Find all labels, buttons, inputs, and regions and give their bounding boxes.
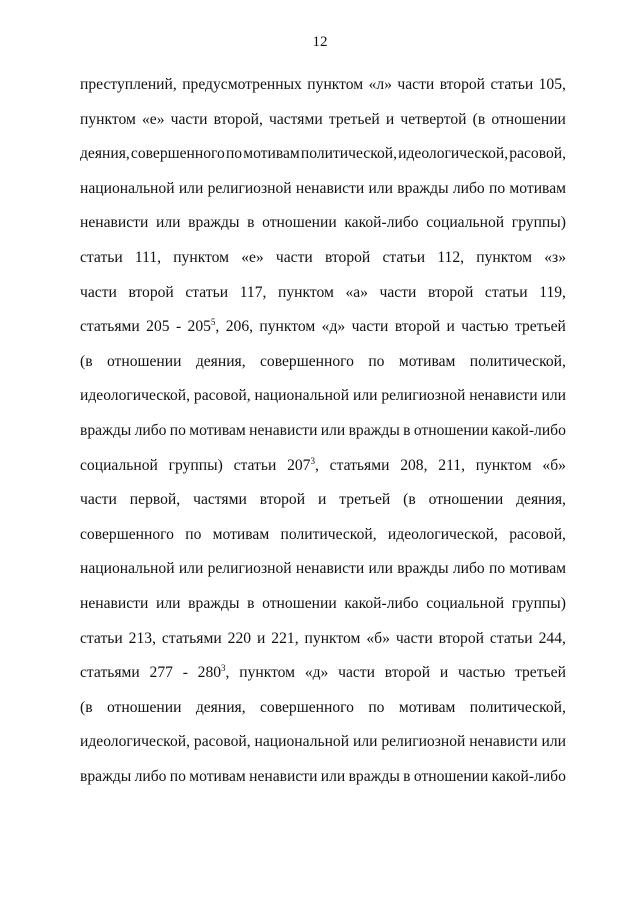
word: статьи bbox=[484, 283, 528, 301]
word: или bbox=[541, 387, 566, 405]
word: отношении bbox=[106, 352, 182, 370]
text-line bbox=[80, 552, 566, 587]
word: группы) bbox=[168, 456, 223, 474]
word: или bbox=[178, 560, 204, 578]
word: расовой, bbox=[509, 145, 566, 163]
word: статьи bbox=[80, 248, 123, 266]
word: второй bbox=[394, 318, 441, 336]
word: пунктом bbox=[304, 629, 361, 647]
word: вражды bbox=[188, 214, 240, 232]
word: деяния, bbox=[516, 491, 566, 509]
word: по bbox=[225, 145, 243, 163]
text-line bbox=[80, 691, 566, 726]
word: совершенного bbox=[130, 145, 225, 163]
word: статьями bbox=[80, 318, 140, 336]
word: политической, bbox=[300, 145, 398, 163]
word: части bbox=[379, 283, 417, 301]
word: религиозной bbox=[381, 733, 466, 751]
word: «л» bbox=[368, 76, 392, 93]
word: или bbox=[352, 733, 378, 751]
word: или bbox=[320, 421, 346, 439]
text-line bbox=[80, 103, 566, 138]
word: второй, bbox=[213, 110, 263, 128]
word: или bbox=[178, 179, 204, 197]
text-line bbox=[80, 760, 566, 795]
text-line bbox=[80, 345, 566, 380]
word: - bbox=[175, 318, 182, 336]
word: религиозной bbox=[381, 387, 466, 405]
word: 213, bbox=[128, 629, 156, 647]
word: вражды bbox=[397, 560, 449, 578]
superscript: 3 bbox=[310, 455, 315, 466]
word: 244, bbox=[538, 629, 566, 647]
word: вражды bbox=[348, 767, 400, 785]
word: социальной bbox=[426, 214, 505, 232]
word: или bbox=[320, 767, 346, 785]
word: второй bbox=[384, 664, 431, 682]
word: и bbox=[446, 318, 455, 336]
word: или bbox=[156, 594, 181, 612]
word: 211, bbox=[438, 456, 465, 474]
word: отношении bbox=[428, 491, 504, 509]
word: либо bbox=[452, 560, 485, 578]
word: идеологической, bbox=[398, 145, 509, 163]
word: «з» bbox=[544, 248, 566, 266]
text-line bbox=[80, 622, 566, 657]
word: части bbox=[170, 110, 208, 128]
text-line bbox=[80, 206, 566, 241]
word: третьей bbox=[328, 110, 380, 128]
word: 277 bbox=[149, 664, 173, 682]
text-line bbox=[80, 518, 566, 553]
word: части bbox=[80, 283, 117, 301]
word: вражды bbox=[80, 767, 132, 785]
word: - bbox=[182, 664, 188, 682]
word: в bbox=[403, 767, 411, 785]
text-line bbox=[80, 656, 566, 691]
word: пунктом bbox=[173, 248, 230, 266]
word: отношении bbox=[413, 767, 489, 785]
text-line bbox=[80, 449, 566, 484]
word: статьи bbox=[233, 456, 277, 474]
word: по bbox=[488, 560, 506, 578]
word: совершенного bbox=[260, 352, 354, 370]
word: второй bbox=[259, 491, 306, 509]
word: политической, bbox=[469, 352, 566, 370]
word: статьи bbox=[185, 283, 229, 301]
word: группы) bbox=[511, 594, 566, 612]
word: социальной bbox=[80, 456, 158, 474]
word: первой, bbox=[129, 491, 181, 509]
word: 112, bbox=[437, 248, 465, 266]
word: совершенного bbox=[260, 698, 354, 716]
word: национальной bbox=[254, 387, 350, 405]
word: части bbox=[338, 664, 375, 682]
word: второй bbox=[438, 629, 484, 647]
word: национальной bbox=[254, 733, 350, 751]
word: деяния, bbox=[195, 352, 246, 370]
word: по bbox=[368, 352, 385, 370]
word: отношении bbox=[262, 214, 337, 232]
word: мотивам bbox=[212, 525, 270, 543]
text-line bbox=[80, 137, 566, 172]
word: или bbox=[541, 733, 566, 751]
text-line bbox=[80, 241, 566, 276]
word: или bbox=[368, 560, 393, 578]
word: группы) bbox=[511, 214, 566, 232]
text-line bbox=[80, 68, 566, 103]
word: 220 bbox=[227, 629, 252, 647]
word: какой-либо bbox=[344, 214, 419, 232]
word: национальной bbox=[80, 179, 175, 197]
word: частью bbox=[457, 664, 506, 682]
word: частями bbox=[269, 110, 323, 128]
word: либо bbox=[134, 767, 167, 785]
word: национальной bbox=[80, 560, 175, 578]
word: какой-либо bbox=[491, 421, 566, 439]
word: вражды bbox=[397, 179, 449, 197]
text-line bbox=[80, 587, 566, 622]
word: ненависти bbox=[469, 733, 538, 751]
word: 205 bbox=[146, 318, 170, 336]
word: какой-либо bbox=[344, 594, 419, 612]
text-line bbox=[80, 276, 566, 311]
word: третьей bbox=[515, 664, 566, 682]
word: ненависти bbox=[295, 560, 365, 578]
text-line bbox=[80, 414, 566, 449]
word: социальной bbox=[426, 594, 505, 612]
word: второй bbox=[324, 248, 371, 266]
word: пунктом bbox=[476, 248, 533, 266]
text-line bbox=[80, 172, 566, 207]
word: «а» bbox=[345, 283, 368, 301]
word: пунктом bbox=[239, 664, 296, 682]
word: или bbox=[156, 214, 181, 232]
word: пунктом bbox=[307, 76, 364, 93]
word: либо bbox=[134, 421, 167, 439]
document-body bbox=[80, 68, 566, 794]
word: статьи bbox=[489, 629, 533, 647]
word: деяния, bbox=[195, 698, 246, 716]
word: отношении bbox=[106, 698, 182, 716]
text-line bbox=[80, 725, 566, 760]
word: ненависти bbox=[469, 387, 538, 405]
word: 117, bbox=[239, 283, 267, 301]
word: вражды bbox=[80, 421, 132, 439]
word: и bbox=[318, 491, 327, 509]
word: части bbox=[397, 76, 435, 93]
word: $205^5$, bbox=[187, 317, 220, 336]
word: либо bbox=[452, 179, 485, 197]
word: совершенного bbox=[80, 525, 174, 543]
word: третьей bbox=[514, 318, 566, 336]
word: в bbox=[247, 214, 255, 232]
word: политической, bbox=[469, 698, 566, 716]
word: 208, bbox=[400, 456, 428, 474]
word: ненависти bbox=[249, 767, 318, 785]
word: мотивам bbox=[189, 767, 246, 785]
word: политической, bbox=[280, 525, 377, 543]
word: части bbox=[351, 318, 389, 336]
word: мотивам bbox=[398, 698, 456, 716]
word: статьями bbox=[329, 456, 390, 474]
word: и bbox=[385, 110, 395, 128]
word: идеологической, bbox=[80, 387, 191, 405]
word: части bbox=[395, 629, 433, 647]
word: (в bbox=[403, 491, 416, 509]
word: 119, bbox=[539, 283, 566, 301]
word: «д» bbox=[304, 664, 329, 682]
word: пунктом bbox=[278, 283, 334, 301]
word: вражды bbox=[348, 421, 400, 439]
word: пунктом bbox=[80, 110, 136, 128]
word: ненависти bbox=[80, 214, 149, 232]
word: отношении bbox=[491, 110, 566, 128]
word: второй bbox=[428, 283, 474, 301]
word: статьями bbox=[80, 664, 140, 682]
word: по bbox=[169, 421, 186, 439]
word: мотивам bbox=[189, 421, 246, 439]
word: 221, bbox=[271, 629, 299, 647]
word: предусмотренных bbox=[182, 76, 302, 93]
word: расовой, bbox=[193, 733, 251, 751]
word: второй bbox=[128, 283, 174, 301]
word: $207^3$, bbox=[287, 455, 319, 474]
word: мотивам bbox=[509, 179, 566, 197]
word: $280^3$, bbox=[197, 663, 230, 682]
word: «е» bbox=[241, 248, 264, 266]
word: отношении bbox=[413, 421, 489, 439]
word: идеологической, bbox=[387, 525, 498, 543]
word: идеологической, bbox=[80, 733, 191, 751]
word: ненависти bbox=[295, 179, 365, 197]
word: статьи bbox=[490, 76, 534, 93]
text-line bbox=[80, 483, 566, 518]
word: деяния, bbox=[80, 145, 130, 163]
word: по bbox=[488, 179, 506, 197]
word: 111, bbox=[134, 248, 162, 266]
word: четвертой bbox=[400, 110, 467, 128]
word: «д» bbox=[321, 318, 346, 336]
word: пунктом bbox=[475, 456, 532, 474]
word: 105, bbox=[538, 76, 566, 93]
word: по bbox=[185, 525, 202, 543]
word: расовой, bbox=[193, 387, 251, 405]
word: (в bbox=[80, 352, 93, 370]
word: или bbox=[352, 387, 378, 405]
text-line bbox=[80, 379, 566, 414]
word: преступлений, bbox=[80, 76, 177, 93]
word: статьи bbox=[80, 629, 123, 647]
word: (в bbox=[472, 110, 486, 128]
word: третьей bbox=[339, 491, 391, 509]
word: пунктом bbox=[259, 318, 316, 336]
word: ненависти bbox=[80, 594, 149, 612]
word: по bbox=[169, 767, 186, 785]
word: религиозной bbox=[207, 560, 292, 578]
superscript: 5 bbox=[210, 317, 216, 328]
word: статьями bbox=[161, 629, 222, 647]
word: (в bbox=[80, 698, 93, 716]
word: второй bbox=[439, 76, 486, 93]
word: и bbox=[439, 664, 449, 682]
word: по bbox=[368, 698, 385, 716]
word: ненависти bbox=[249, 421, 318, 439]
word: частями bbox=[193, 491, 247, 509]
word: части bbox=[80, 491, 117, 509]
word: частью bbox=[461, 318, 509, 336]
word: какой-либо bbox=[491, 767, 566, 785]
word: или bbox=[368, 179, 393, 197]
word: части bbox=[275, 248, 313, 266]
word: статьи bbox=[382, 248, 426, 266]
word: религиозной bbox=[207, 179, 292, 197]
word: в bbox=[247, 594, 255, 612]
word: мотивам bbox=[243, 145, 300, 163]
superscript: 3 bbox=[221, 663, 226, 674]
page-number: 12 bbox=[312, 34, 328, 50]
word: в bbox=[403, 421, 411, 439]
word: отношении bbox=[262, 594, 337, 612]
word: и bbox=[256, 629, 266, 647]
word: мотивам bbox=[398, 352, 456, 370]
word: мотивам bbox=[509, 560, 566, 578]
word: расовой, bbox=[509, 525, 566, 543]
word: вражды bbox=[188, 594, 240, 612]
text-line bbox=[80, 310, 566, 345]
word: «е» bbox=[141, 110, 165, 128]
word: «б» bbox=[542, 456, 566, 474]
word: «б» bbox=[366, 629, 390, 647]
word: 206, bbox=[225, 318, 254, 336]
